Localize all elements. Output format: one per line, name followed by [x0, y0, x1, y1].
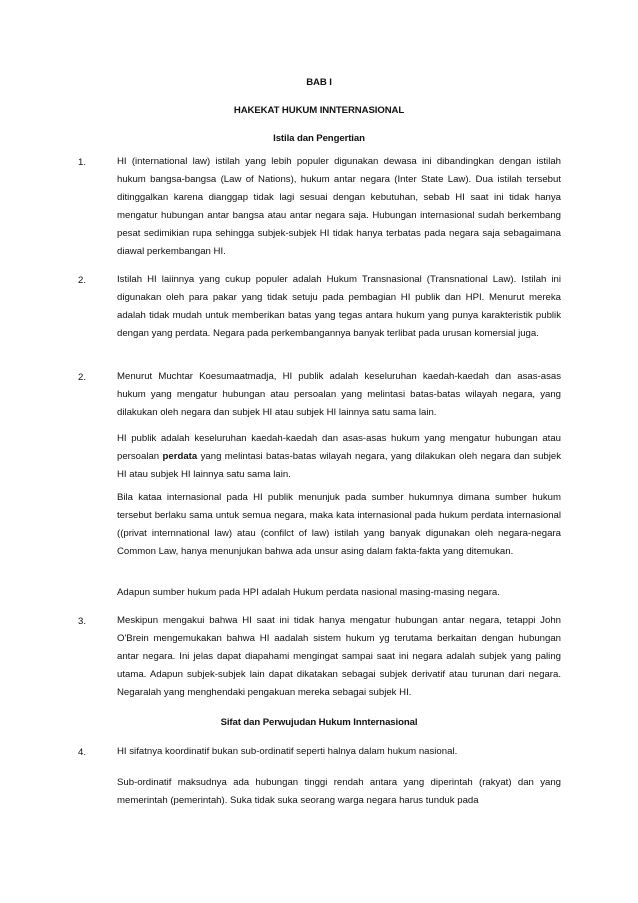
section-heading: Sifat dan Perwujudan Hukum Innternasional [220, 717, 418, 728]
paragraph-internasional: Bila kataa internasional pada HI publik menunjuk pada sumber hukumnya dimana sumber hukum tersebut berlaku sama untuk semua negara, maka kata internasional pada hukum perdata internasional ((privat internnational law) atau (confilct of law) istilah yang banyak digunakan oleh negara-negara Common Law, hanya menunjukan bahwa ada unsur asing dalam fakta-fakta yang ditemukan. [117, 492, 561, 557]
paragraph-text: HI publik adalah keseluruhan kaedah-kaedah dan asas-asas hukum yang mengatur hubungan atau persoalan [117, 433, 561, 462]
paragraph-item-1: HI (international law) istilah yang lebih populer digunakan dewasa ini dibandingkan dengan istilah hukum bangsa-bangsa (Law of Nations), hukum antar negara (Inter State Law). Dua istilah tersebut ditinggalkan karena dianggap tidak lagi sesuai dengan kebutuhan, sebab HI saat ini tidak hanya mengatur hubungan antar bangsa atau antar negara saja. Hubungan internasional sudah berkembang pesat sedimikian rupa sehingga subjek-subjek HI tidak hanya terbatas pada negara saja sebagaimana diawal perkembangan HI. [117, 156, 561, 257]
paragraph-sumber-hukum: Adapun sumber hukum pada HPI adalah Hukum perdata nasional masing-masing negara. [117, 587, 500, 598]
chapter-label: BAB I [306, 77, 332, 88]
item-number: 2. [78, 372, 87, 383]
paragraph-item-2: Istilah HI laiinnya yang cukup populer adalah Hukum Transnasional (Transnational Law). Istilah ini digunakan oleh para pakar yang tidak setuju pada pembagian HI publik dan HPI. Menurut mereka adalah tidak mudah untuk memberikan batas yang tegas antara hukum yang punya karakteristik publik dengan yang perdata. Negara pada perkembangannya banyak terlibat pada urusan komersial juga. [117, 274, 561, 339]
item-number: 3. [78, 616, 87, 627]
paragraph-item-4: HI sifatnya koordinatif bukan sub-ordinatif seperti halnya dalam hukum nasional. [117, 746, 458, 757]
paragraph-sub-ordinatif: Sub-ordinatif maksudnya ada hubungan tinggi rendah antara yang diperintah (rakyat) dan yang memerintah (pemerintah). Suka tidak suka seorang warga negara harus tunduk pada [117, 777, 561, 806]
page-subtitle: Istila dan Pengertian [273, 133, 365, 144]
item-number: 2. [78, 275, 87, 286]
paragraph-item-2b: Menurut Muchtar Koesumaatmadja, HI publik adalah keseluruhan kaedah-kaedah dan asas-asas hukum yang mengatur hubungan atau persoalan yang melintasi batas-batas wilayah negara, yang dilakukan oleh negara dan subjek HI atau subjek HI lainnya satu sama lain. [117, 371, 561, 418]
paragraph-hi-publik [117, 430, 561, 484]
paragraph-text: yang melintasi batas-batas wilayah negara, yang dilakukan oleh negara dan subjek HI atau subjek HI lainnya satu sama lain. [117, 451, 561, 480]
bold-term: perdata [162, 451, 198, 462]
page-title: HAKEKAT HUKUM INNTERNASIONAL [233, 105, 405, 116]
item-number: 1. [78, 157, 87, 168]
item-number: 4. [78, 747, 87, 758]
paragraph-item-3: Meskipun mengakui bahwa HI saat ini tidak hanya mengatur hubungan antar negara, tetappi John O'Brein mengemukakan bahwa HI aadalah sistem hukum yg terutama berkaitan dengan hubungan antar negara. Ini jelas dapat diapahami mengingat sampai saat ini negara adalah subjek yang paling utama. Adapun subjek-subjek lain dapat dikatakan sebagai subjek derivatif atau turunan dari negara. Negaralah yang menghendaki pengakuan mereka sebagai subjek HI. [117, 615, 561, 698]
